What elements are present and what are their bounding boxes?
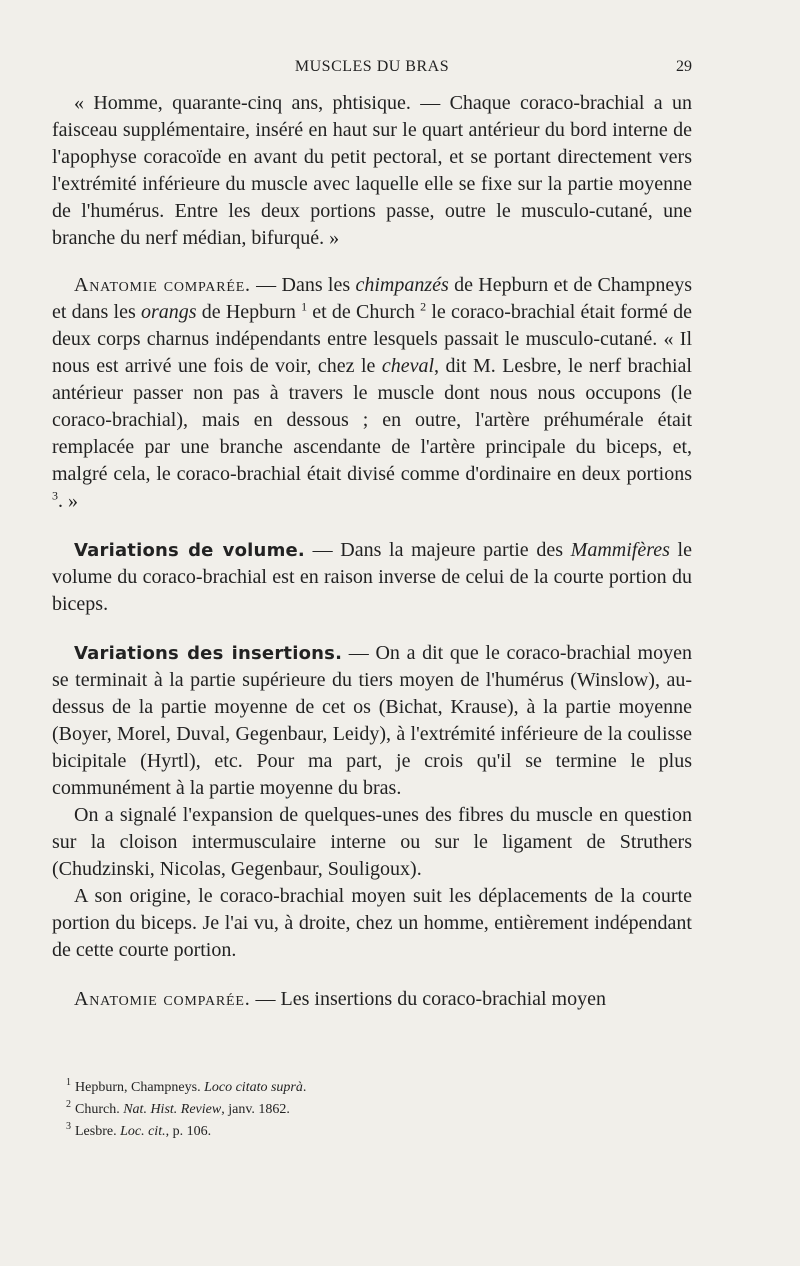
footnote-ref: 3 [52,488,58,503]
footnote-text: . [302,1080,307,1095]
italic-term: chimpanzés [355,274,449,296]
text-run: — Dans la majeure partie des [304,539,571,561]
text-run: le volume du coraco-brachial est en raison inverse de celui de la courte portion du biceps. [52,539,692,615]
footnote-text: Lesbre. [75,1124,121,1139]
section-heading: Variations des insertions. [74,643,343,664]
page-number: 29 [676,58,692,75]
paragraph-quote: « Homme, quarante-cinq ans, phtisique. — Chaque coraco-brachial a un faisceau supplémentaire, inséré en haut sur le quart antérieur du bord interne de l'apophyse coracoïde en avant du petit pectoral, et se portant directement vers l'extrémité inférieure du muscle avec laquelle elle se fixe sur la partie moyenne de l'humérus. Entre les deux portions passe, outre le musculo-cutané, une branche du nerf médian, bifurqué. » [52,92,692,249]
italic-term: orangs [140,301,197,323]
running-title: MUSCLES DU BRAS [294,58,450,75]
text-run: , dit M. Lesbre, le nerf brachial antérieur passer non pas à travers le muscle dont nous nous occupons (le coraco-brachial), mais en dessous ; en outre, l'artère préhumérale était remplacée par une branche ascendante de l'artère principale du biceps, et, malgré cela, le coraco-brachial était divisé comme d'ordinaire en deux portions [52,355,692,485]
paragraph-insertion-variations [52,640,692,802]
footnote [66,1077,686,1099]
text-run: et de Church [307,301,421,323]
text-run: . » [58,490,78,512]
italic-term: Mammifères [570,539,670,561]
page-header [52,58,692,82]
footnotes [66,1077,686,1143]
page-body [52,90,692,1013]
footnote-ref: 2 [420,299,427,314]
footnote-text: , p. 106. [165,1124,212,1139]
section-label: Anatomie comparée. [74,988,251,1010]
text-run: le coraco-brachial était formé de deux corps charnus indépendants entre lesquels passait le musculo-cutané. « Il nous est arrivé une fois de voir, chez le [52,301,693,377]
footnote [66,1121,686,1143]
footnote-text: Hepburn, Champneys. [75,1080,205,1095]
text-run: de Hepburn [196,301,302,323]
footnote-number: 3 [66,1121,71,1133]
footnote-italic: Nat. Hist. Review [123,1102,222,1117]
footnote-text: Church. [75,1102,124,1117]
footnote-italic: Loco citato suprà [204,1080,303,1095]
footnote [66,1099,686,1121]
footnote-ref: 1 [301,299,308,314]
paragraph-comparative-anatomy [52,272,692,515]
footnote-italic: Loc. cit. [120,1124,166,1139]
footnote-text: , janv. 1862. [221,1102,290,1117]
paragraph-volume-variations [52,537,692,618]
footnote-number: 1 [66,1077,71,1089]
text-run: de Hepburn et de Champneys et dans les [52,274,692,323]
paragraph-expansion: On a signalé l'expansion de quelques-unes des fibres du muscle en question sur la cloison intermusculaire interne ou sur le ligament de Struthers (Chudzinski, Nicolas, Gegenbaur, Souligoux). [52,804,692,880]
italic-term: cheval [381,355,434,377]
paragraph-origin: A son origine, le coraco-brachial moyen suit les déplacements de la courte portion du biceps. Je l'ai vu, à droite, chez un homme, entièrement indépendant de cette courte portion. [52,885,692,961]
text-run: — Les insertions du coraco-brachial moyen [250,988,606,1010]
footnote-number: 2 [66,1099,71,1111]
text-run: — Dans les [250,274,356,296]
paragraph-comparative-anatomy-2 [52,986,692,1013]
section-heading: Variations de volume. [74,540,305,561]
section-label: Anatomie comparée. [74,274,251,296]
text-run: — On a dit que le coraco-brachial moyen se terminait à la partie supérieure du tiers moyen de l'humérus (Winslow), au-dessus de la partie moyenne de cet os (Bichat, Krause), à la partie moyenne (Boyer, Morel, Duval, Gegenbaur, Leidy), à l'extrémité inférieure de la coulisse bicipitale (Hyrtl), etc. Pour ma part, je crois qu'il se termine le plus communément à la partie moyenne du bras. [52,642,692,799]
